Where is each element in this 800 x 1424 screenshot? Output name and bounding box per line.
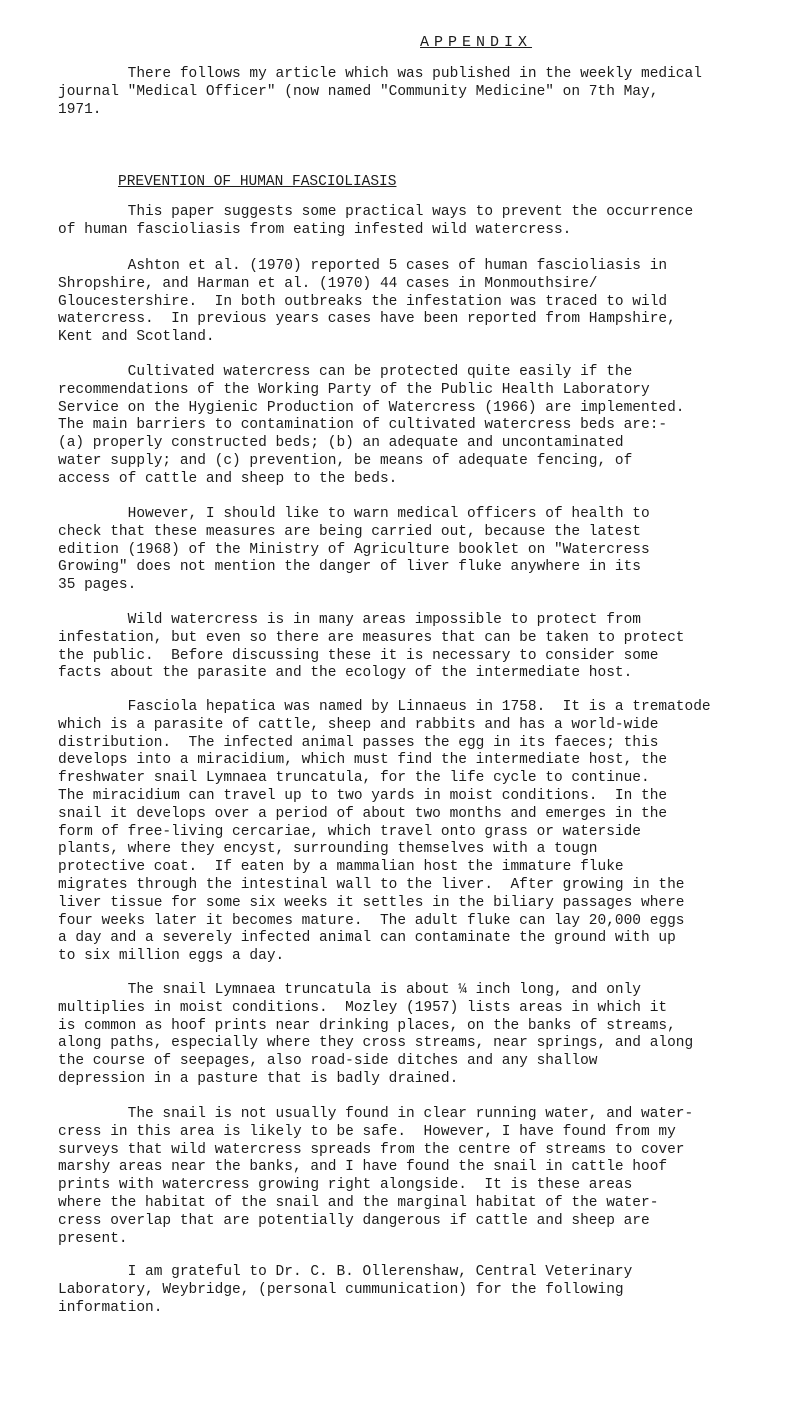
text-line: depression in a pasture that is badly drained. — [58, 1070, 459, 1087]
text-line: is common as hoof prints near drinking places, on the banks of streams, — [58, 1017, 676, 1034]
paragraph-intro — [58, 66, 702, 119]
text-line: 35 pages. — [58, 577, 137, 594]
text-line: There follows my article which was published in the weekly medical — [58, 66, 702, 82]
text-line: surveys that wild watercress spreads from the centre of streams to cover — [58, 1141, 685, 1158]
text-line: the course of seepages, also road-side ditches and any shallow — [58, 1053, 598, 1070]
text-line: plants, where they encyst, surrounding themselves with a tougn — [58, 841, 598, 858]
text-line: Shropshire, and Harman et al. (1970) 44 cases in Monmouthsire/ — [58, 275, 598, 292]
paragraph-wild-watercress — [58, 612, 685, 683]
text-line: water supply; and (c) prevention, be means of adequate fencing, of — [58, 452, 633, 469]
appendix-heading: APPENDIX — [420, 34, 533, 51]
text-line: (a) properly constructed beds; (b) an adequate and uncontaminated — [58, 435, 624, 452]
text-line: liver tissue for some six weeks it settles in the biliary passages where — [58, 894, 685, 911]
text-line: snail it develops over a period of about two months and emerges in the — [58, 805, 668, 822]
text-line: Ashton et al. (1970) reported 5 cases of human fascioliasis in — [58, 258, 668, 274]
text-line: prints with watercress growing right alongside. It is these areas — [58, 1177, 633, 1194]
text-line: develops into a miracidium, which must find the intermediate host, the — [58, 752, 668, 769]
text-line: protective coat. If eaten by a mammalian host the immature fluke — [58, 859, 624, 876]
text-line: Laboratory, Weybridge, (personal cummunication) for the following — [58, 1281, 624, 1298]
text-line: marshy areas near the banks, and I have found the snail in cattle hoof — [58, 1159, 668, 1176]
text-line: distribution. The infected animal passes the egg in its faeces; this — [58, 734, 659, 751]
text-line: journal "Medical Officer" (now named "Community Medicine" on 7th May, — [58, 83, 659, 100]
paragraph-acknowledgement — [58, 1264, 632, 1317]
text-line: freshwater snail Lymnaea truncatula, for the life cycle to continue. — [58, 770, 650, 787]
text-line: watercress. In previous years cases have been reported from Hampshire, — [58, 311, 676, 328]
text-line: of human fascioliasis from eating infested wild watercress. — [58, 221, 572, 238]
text-line: access of cattle and sheep to the beds. — [58, 470, 398, 487]
paragraph-habitat — [58, 1106, 693, 1248]
text-line: I am grateful to Dr. C. B. Ollerenshaw, Central Veterinary — [58, 1264, 633, 1280]
text-line: Growing" does not mention the danger of liver fluke anywhere in its — [58, 559, 641, 576]
text-line: which is a parasite of cattle, sheep and rabbits and has a world-wide — [58, 716, 659, 733]
text-line: cress overlap that are potentially dangerous if cattle and sheep are — [58, 1212, 650, 1229]
text-line: migrates through the intestinal wall to the liver. After growing in the — [58, 876, 685, 893]
text-line: infestation, but even so there are measures that can be taken to protect — [58, 629, 685, 646]
text-line: Fasciola hepatica was named by Linnaeus in 1758. It is a trematode — [58, 699, 711, 715]
text-line: four weeks later it becomes mature. The adult fluke can lay 20,000 eggs — [58, 912, 685, 929]
text-line: the public. Before discussing these it is necessary to consider some — [58, 647, 659, 664]
paragraph-outbreaks — [58, 258, 676, 347]
text-line: form of free-living cercariae, which travel onto grass or waterside — [58, 823, 641, 840]
text-line: cress in this area is likely to be safe. However, I have found from my — [58, 1123, 676, 1140]
text-line: edition (1968) of the Ministry of Agriculture booklet on "Watercress — [58, 541, 650, 558]
paragraph-snail — [58, 982, 693, 1089]
text-line: to six million eggs a day. — [58, 948, 285, 965]
text-line: present. — [58, 1230, 128, 1247]
text-line: recommendations of the Working Party of the Public Health Laboratory — [58, 381, 650, 398]
paragraph-warning — [58, 506, 650, 595]
text-line: check that these measures are being carried out, because the latest — [58, 523, 641, 540]
text-line: Service on the Hygienic Production of Watercress (1966) are implemented. — [58, 399, 685, 416]
text-line: 1971. — [58, 101, 102, 118]
text-line: Kent and Scotland. — [58, 329, 215, 346]
paragraph-abstract — [58, 204, 693, 240]
text-line: a day and a severely infected animal can contaminate the ground with up — [58, 930, 676, 947]
text-line: This paper suggests some practical ways to prevent the occurrence — [58, 204, 694, 220]
text-line: The miracidium can travel up to two yards in moist conditions. In the — [58, 787, 668, 804]
text-line: where the habitat of the snail and the marginal habitat of the water- — [58, 1194, 659, 1211]
paragraph-fasciola — [58, 699, 711, 966]
text-line: The snail is not usually found in clear running water, and water- — [58, 1106, 694, 1122]
text-line: However, I should like to warn medical officers of health to — [58, 506, 650, 522]
article-title: PREVENTION OF HUMAN FASCIOLIASIS — [118, 174, 397, 190]
text-line: Cultivated watercress can be protected quite easily if the — [58, 364, 633, 380]
text-line: The snail Lymnaea truncatula is about ¼ inch long, and only — [58, 982, 641, 998]
text-line: facts about the parasite and the ecology of the intermediate host. — [58, 665, 633, 682]
paragraph-cultivated — [58, 364, 685, 489]
text-line: information. — [58, 1299, 163, 1316]
text-line: The main barriers to contamination of cultivated watercress beds are:- — [58, 417, 668, 434]
text-line: Gloucestershire. In both outbreaks the infestation was traced to wild — [58, 293, 668, 310]
text-line: along paths, especially where they cross streams, near springs, and along — [58, 1035, 694, 1052]
text-line: multiplies in moist conditions. Mozley (1957) lists areas in which it — [58, 999, 668, 1016]
text-line: Wild watercress is in many areas impossible to protect from — [58, 612, 641, 628]
